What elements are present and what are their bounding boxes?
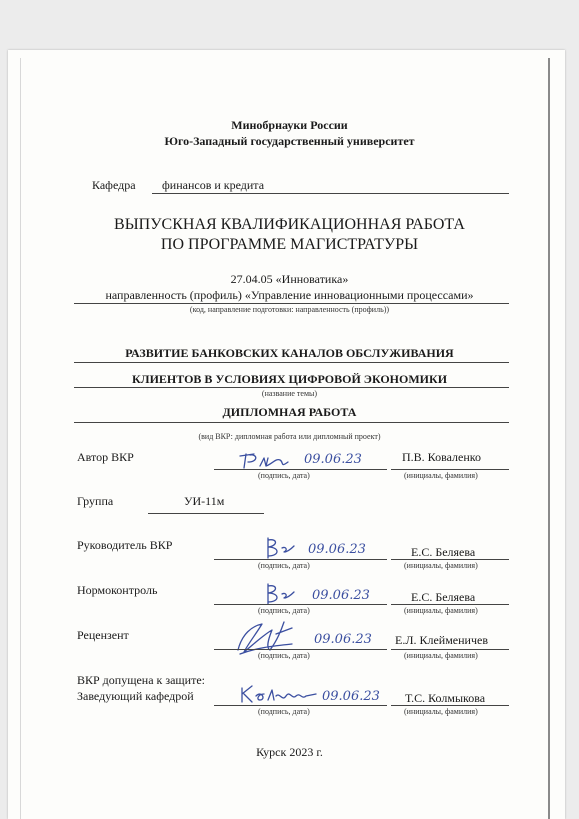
group-value: УИ-11м [184, 494, 225, 508]
head-of-department-role: Заведующий кафедрой [77, 689, 194, 703]
admission-label: ВКР допущена к защите: [77, 673, 205, 687]
author-signature-date: 09.06.23 [304, 452, 362, 467]
head-of-department-name-line [391, 705, 509, 706]
normcontrol-role: Нормоконтроль [77, 583, 158, 597]
supervisor-role: Руководитель ВКР [77, 538, 173, 552]
reviewer-signature-date: 09.06.23 [314, 632, 372, 647]
ministry-name: Минобрнауки России [231, 118, 348, 132]
author-role: Автор ВКР [77, 450, 134, 464]
work-type-caption: (вид ВКР: дипломная работа или дипломный проект) [198, 432, 381, 441]
topic-caption: (название темы) [261, 389, 318, 398]
program-code: 27.04.05 «Инноватика» [230, 272, 349, 286]
normcontrol-signature-line [214, 604, 387, 605]
supervisor-name-line [391, 559, 509, 560]
supervisor-name-caption: (инициалы, фамилия) [404, 561, 478, 570]
reviewer-signature-caption: (подпись, дата) [258, 651, 310, 660]
department-value: финансов и кредита [162, 178, 265, 192]
author-name-line [391, 469, 509, 470]
work-type-underline [74, 422, 509, 423]
city-year: Курск 2023 г. [256, 745, 323, 759]
normcontrol-name-caption: (инициалы, фамилия) [404, 606, 478, 615]
topic-underline2 [74, 387, 509, 388]
supervisor-name: Е.С. Беляева [411, 545, 476, 559]
head-of-department-signature-mark [236, 682, 318, 706]
topic-line2: КЛИЕНТОВ В УСЛОВИЯХ ЦИФРОВОЙ ЭКОНОМИКИ [131, 372, 448, 386]
topic-line1: РАЗВИТИЕ БАНКОВСКИХ КАНАЛОВ ОБСЛУЖИВАНИЯ [125, 346, 454, 360]
group-underline [148, 513, 264, 514]
normcontrol-name-line [391, 604, 509, 605]
work-title-line2: ПО ПРОГРАММЕ МАГИСТРАТУРЫ [160, 236, 419, 253]
supervisor-signature-date: 09.06.23 [308, 542, 366, 557]
university-name: Юго-Западный государственный университет [164, 134, 415, 148]
program-profile: направленность (профиль) «Управление инновационными процессами» [105, 288, 474, 302]
reviewer-role: Рецензент [77, 628, 129, 642]
work-title-line1: ВЫПУСКНАЯ КВАЛИФИКАЦИОННАЯ РАБОТА [114, 216, 465, 233]
author-signature-line [214, 469, 387, 470]
group-label: Группа [77, 494, 114, 508]
supervisor-signature-line [214, 559, 387, 560]
head-of-department-signature-line [214, 705, 387, 706]
head-of-department-name: Т.С. Колмыкова [405, 691, 486, 705]
supervisor-signature-caption: (подпись, дата) [258, 561, 310, 570]
author-name-caption: (инициалы, фамилия) [404, 471, 478, 480]
normcontrol-signature-date: 09.06.23 [312, 588, 370, 603]
normcontrol-name: Е.С. Беляева [411, 590, 476, 604]
department-underline [152, 193, 509, 194]
work-type: ДИПЛОМНАЯ РАБОТА [222, 405, 357, 419]
author-signature-caption: (подпись, дата) [258, 471, 310, 480]
department-label: Кафедра [92, 178, 136, 192]
head-of-department-signature-date: 09.06.23 [322, 689, 380, 704]
normcontrol-signature-caption: (подпись, дата) [258, 606, 310, 615]
reviewer-name-caption: (инициалы, фамилия) [404, 651, 478, 660]
head-of-department-name-caption: (инициалы, фамилия) [404, 707, 478, 716]
reviewer-name: Е.Л. Клейменичев [395, 633, 488, 647]
reviewer-signature-line [214, 649, 387, 650]
topic-underline1 [74, 362, 509, 363]
supervisor-signature-mark [262, 534, 302, 562]
reviewer-name-line [391, 649, 509, 650]
program-caption: (код, направление подготовки: направленность (профиль)) [189, 305, 390, 314]
author-name: П.В. Коваленко [402, 450, 481, 464]
head-of-department-signature-caption: (подпись, дата) [258, 707, 310, 716]
program-underline [74, 303, 509, 304]
